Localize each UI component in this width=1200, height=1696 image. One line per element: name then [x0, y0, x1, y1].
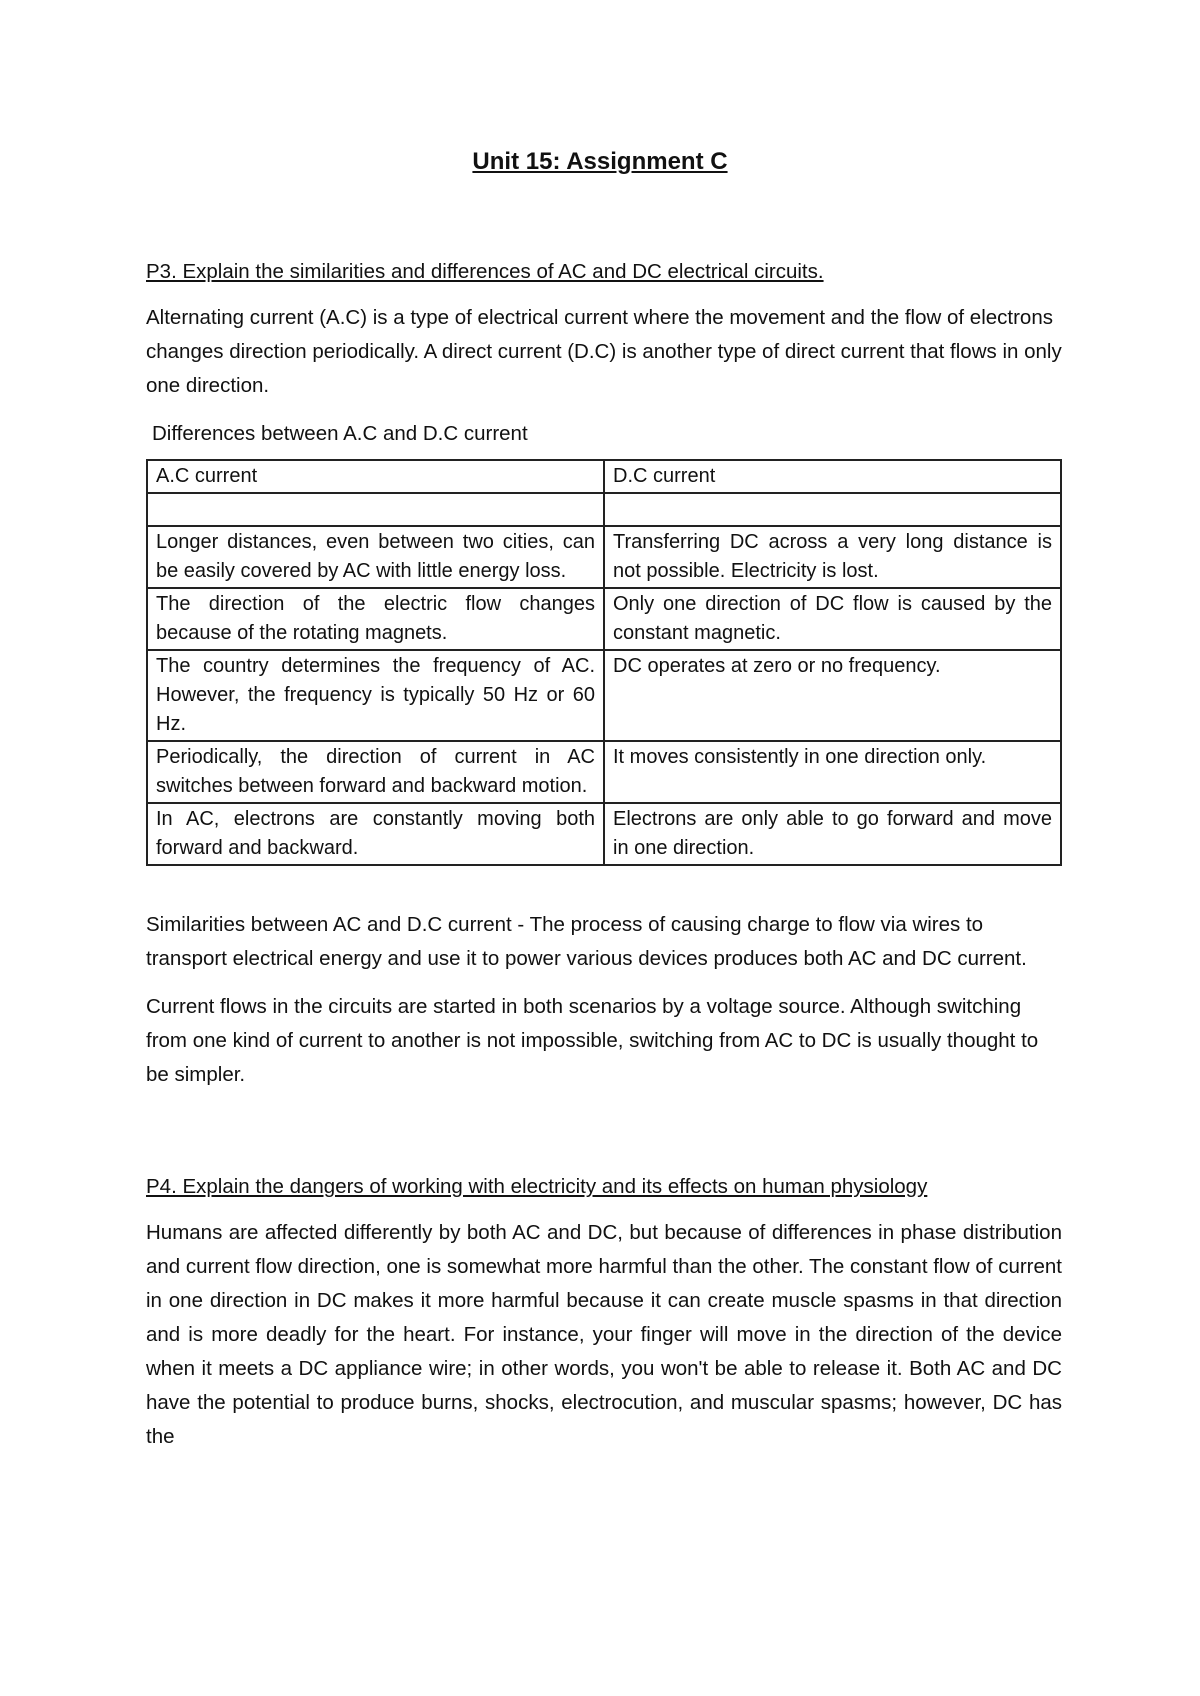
cell-ac: The country determines the frequency of AC. However, the frequency is typically 50 Hz or 60 Hz.	[147, 650, 604, 741]
p3-heading: P3. Explain the similarities and differences of AC and DC electrical circuits.	[146, 260, 824, 283]
cell-dc	[604, 493, 1061, 526]
header-dc: D.C current	[604, 460, 1061, 493]
section-spacer	[146, 1106, 1062, 1170]
p4-heading: P4. Explain the dangers of working with electricity and its effects on human physiology	[146, 1175, 928, 1198]
table-row	[147, 588, 1061, 650]
table-row	[147, 803, 1061, 865]
cell-dc: It moves consistently in one direction only.	[604, 741, 1061, 803]
document-title: Unit 15: Assignment C	[472, 148, 728, 175]
cell-ac: In AC, electrons are constantly moving both forward and backward.	[147, 803, 604, 865]
table-row	[147, 526, 1061, 588]
header-ac: A.C current	[147, 460, 604, 493]
comparison-table	[146, 459, 1062, 866]
cell-dc: DC operates at zero or no frequency.	[604, 650, 1061, 741]
table-caption: Differences between A.C and D.C current	[152, 422, 528, 445]
cell-ac: Periodically, the direction of current in AC switches between forward and backward motion.	[147, 741, 604, 803]
similarities-paragraph-1: Similarities between AC and D.C current - The process of causing charge to flow via wires to transport electrical energy and use it to power various devices produces both AC and DC current.	[146, 913, 1027, 970]
similarities-paragraph-2: Current flows in the circuits are started in both scenarios by a voltage source. Although switching from one kind of current to another is not impossible, switching from AC to DC is usually thought to be simpler.	[146, 995, 1039, 1086]
table-row	[147, 741, 1061, 803]
table-header-row	[147, 460, 1061, 493]
cell-ac: The direction of the electric flow changes because of the rotating magnets.	[147, 588, 604, 650]
document-content	[146, 255, 1062, 1468]
cell-ac: Longer distances, even between two cities, can be easily covered by AC with little energy loss.	[147, 526, 604, 588]
cell-dc: Electrons are only able to go forward and move in one direction.	[604, 803, 1061, 865]
table-row	[147, 650, 1061, 741]
table-row	[147, 493, 1061, 526]
p4-body: Humans are affected differently by both AC and DC, but because of differences in phase distribution and current flow direction, one is somewhat more harmful than the other. The constant flow of current in one direction in DC makes it more harmful because it can create muscle spasms in that direction and is more deadly for the heart. For instance, your finger will move in the direction of the device when it meets a DC appliance wire; in other words, you won't be able to release it. Both AC and DC have the potential to produce burns, shocks, electrocution, and muscular spasms; however, DC has the	[146, 1221, 1062, 1448]
cell-dc: Only one direction of DC flow is caused by the constant magnetic.	[604, 588, 1061, 650]
cell-dc: Transferring DC across a very long distance is not possible. Electricity is lost.	[604, 526, 1061, 588]
p3-intro: Alternating current (A.C) is a type of electrical current where the movement and the flow of electrons changes direction periodically. A direct current (D.C) is another type of direct current that flows in only one direction.	[146, 306, 1062, 397]
cell-ac	[147, 493, 604, 526]
